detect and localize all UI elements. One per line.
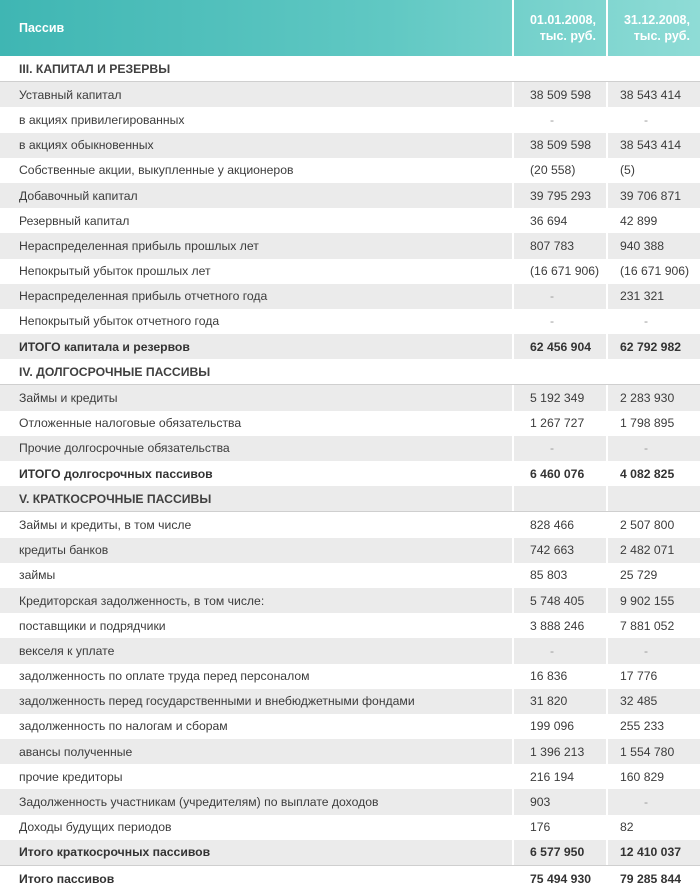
row-label: IV. ДОЛГОСРОЧНЫЕ ПАССИВЫ [19,364,211,379]
row-label: Непокрытый убыток отчетного года [19,314,220,329]
table-row [0,107,700,132]
row-label: Добавочный капитал [19,188,138,203]
row-label: займы [19,568,56,583]
row-label: кредиты банков [19,543,109,558]
table-body [0,56,700,891]
value-end: 2 507 800 [606,512,700,537]
value-end: 940 388 [606,233,700,258]
value-start: 36 694 [512,208,606,233]
table-row [0,815,700,840]
value-start: 742 663 [512,538,606,563]
value-end: 7 881 052 [606,613,700,638]
row-label: векселя к уплате [19,643,115,658]
value-start: 176 [512,815,606,840]
value-start: (20 558) [512,158,606,183]
row-label: задолженность по оплате труда перед персоналом [19,669,310,684]
row-label: III. КАПИТАЛ И РЕЗЕРВЫ [19,61,171,76]
value-start: (16 671 906) [512,259,606,284]
row-label: V. КРАТКОСРОЧНЫЕ ПАССИВЫ [19,491,212,506]
table-row [0,259,700,284]
value-start: 5 192 349 [512,385,606,410]
value-end: - [606,107,700,132]
value-end: - [606,638,700,663]
value-end: 38 543 414 [606,133,700,158]
row-label: Нераспределенная прибыль прошлых лет [19,238,259,253]
header-col-end [606,0,700,56]
row-label: прочие кредиторы [19,769,123,784]
value-start: - [512,309,606,334]
row-label: задолженность перед государственными и внебюджетными фондами [19,694,415,709]
section-row [0,359,700,385]
value-end: 231 321 [606,284,700,309]
table-row [0,664,700,689]
value-start: 1 396 213 [512,739,606,764]
section-row [0,56,700,82]
header-col-start [512,0,606,56]
value-start: 6 460 076 [512,461,606,486]
table-row [0,309,700,334]
value-start: 903 [512,789,606,814]
value-start: 75 494 930 [512,866,606,891]
row-label: Прочие долгосрочные обязательства [19,441,230,456]
value-end: 17 776 [606,664,700,689]
total-row [0,840,700,865]
value-start: 216 194 [512,764,606,789]
header-col-start-line1: 01.01.2008, [529,13,596,27]
table-row [0,158,700,183]
row-label: Собственные акции, выкупленные у акционеров [19,163,294,178]
value-end: 2 283 930 [606,385,700,410]
total-row [0,865,700,891]
value-start: 16 836 [512,664,606,689]
value-start [512,56,606,81]
value-end: 79 285 844 [606,866,700,891]
value-end: 4 082 825 [606,461,700,486]
value-start: 85 803 [512,563,606,588]
table-row [0,233,700,258]
table-row [0,436,700,461]
value-start: 62 456 904 [512,334,606,359]
value-end: 62 792 982 [606,334,700,359]
row-label: задолженность по налогам и сборам [19,719,228,734]
table-row [0,284,700,309]
row-label: авансы полученные [19,744,133,759]
header-col-start-line2: тыс. руб. [539,29,596,43]
value-start: - [512,107,606,132]
table-row [0,512,700,537]
value-end [606,486,700,511]
value-end: - [606,789,700,814]
table-row [0,82,700,107]
table-row [0,411,700,436]
value-end: 12 410 037 [606,840,700,865]
row-label: Отложенные налоговые обязательства [19,416,242,431]
table-row [0,739,700,764]
row-label: ИТОГО капитала и резервов [19,339,190,354]
row-label: Кредиторская задолженность, в том числе: [19,593,265,608]
row-label: Нераспределенная прибыль отчетного года [19,289,268,304]
row-label: в акциях обыкновенных [19,138,154,153]
row-label: Займы и кредиты [19,391,118,406]
row-label: Итого пассивов [19,871,115,886]
value-end: - [606,309,700,334]
value-end: 1 554 780 [606,739,700,764]
row-label: Непокрытый убыток прошлых лет [19,264,211,279]
value-end: 32 485 [606,689,700,714]
value-start: 38 509 598 [512,82,606,107]
value-start: 31 820 [512,689,606,714]
value-start: - [512,284,606,309]
value-start [512,359,606,384]
value-start: 828 466 [512,512,606,537]
value-end: - [606,436,700,461]
table-row [0,563,700,588]
value-start: 807 783 [512,233,606,258]
value-end: 255 233 [606,714,700,739]
row-label: Задолженность участникам (учредителям) по выплате доходов [19,795,379,810]
header-col-end-line1: 31.12.2008, [623,13,690,27]
value-end: 2 482 071 [606,538,700,563]
value-end: (16 671 906) [606,259,700,284]
table-row [0,789,700,814]
value-start: 199 096 [512,714,606,739]
table-row [0,638,700,663]
table-row [0,538,700,563]
total-row [0,461,700,486]
value-end: 42 899 [606,208,700,233]
value-end: 38 543 414 [606,82,700,107]
section-row [0,486,700,512]
table-row [0,613,700,638]
row-label: Доходы будущих периодов [19,820,172,835]
value-end: 160 829 [606,764,700,789]
table-row [0,133,700,158]
row-label: Резервный капитал [19,213,130,228]
table-header [0,0,700,56]
value-end [606,359,700,384]
row-label: в акциях привилегированных [19,112,185,127]
value-start: 3 888 246 [512,613,606,638]
total-row [0,334,700,359]
value-end: (5) [606,158,700,183]
table-row [0,208,700,233]
value-end: 39 706 871 [606,183,700,208]
value-end: 1 798 895 [606,411,700,436]
row-label: ИТОГО долгосрочных пассивов [19,466,213,481]
value-end: 9 902 155 [606,588,700,613]
header-col-end-line2: тыс. руб. [633,29,690,43]
value-start [512,486,606,511]
row-label: поставщики и подрядчики [19,618,166,633]
value-start: - [512,436,606,461]
table-row [0,714,700,739]
value-start: 5 748 405 [512,588,606,613]
table-row [0,764,700,789]
value-start: 39 795 293 [512,183,606,208]
row-label: Займы и кредиты, в том числе [19,517,192,532]
value-start: 38 509 598 [512,133,606,158]
table-row [0,689,700,714]
value-end: 25 729 [606,563,700,588]
row-label: Уставный капитал [19,87,122,102]
value-start: 1 267 727 [512,411,606,436]
value-end [606,56,700,81]
table-row [0,385,700,410]
row-label: Итого краткосрочных пассивов [19,845,211,860]
table-row [0,183,700,208]
value-start: 6 577 950 [512,840,606,865]
value-start: - [512,638,606,663]
value-end: 82 [606,815,700,840]
header-label: Пассив [19,21,65,35]
table-row [0,588,700,613]
